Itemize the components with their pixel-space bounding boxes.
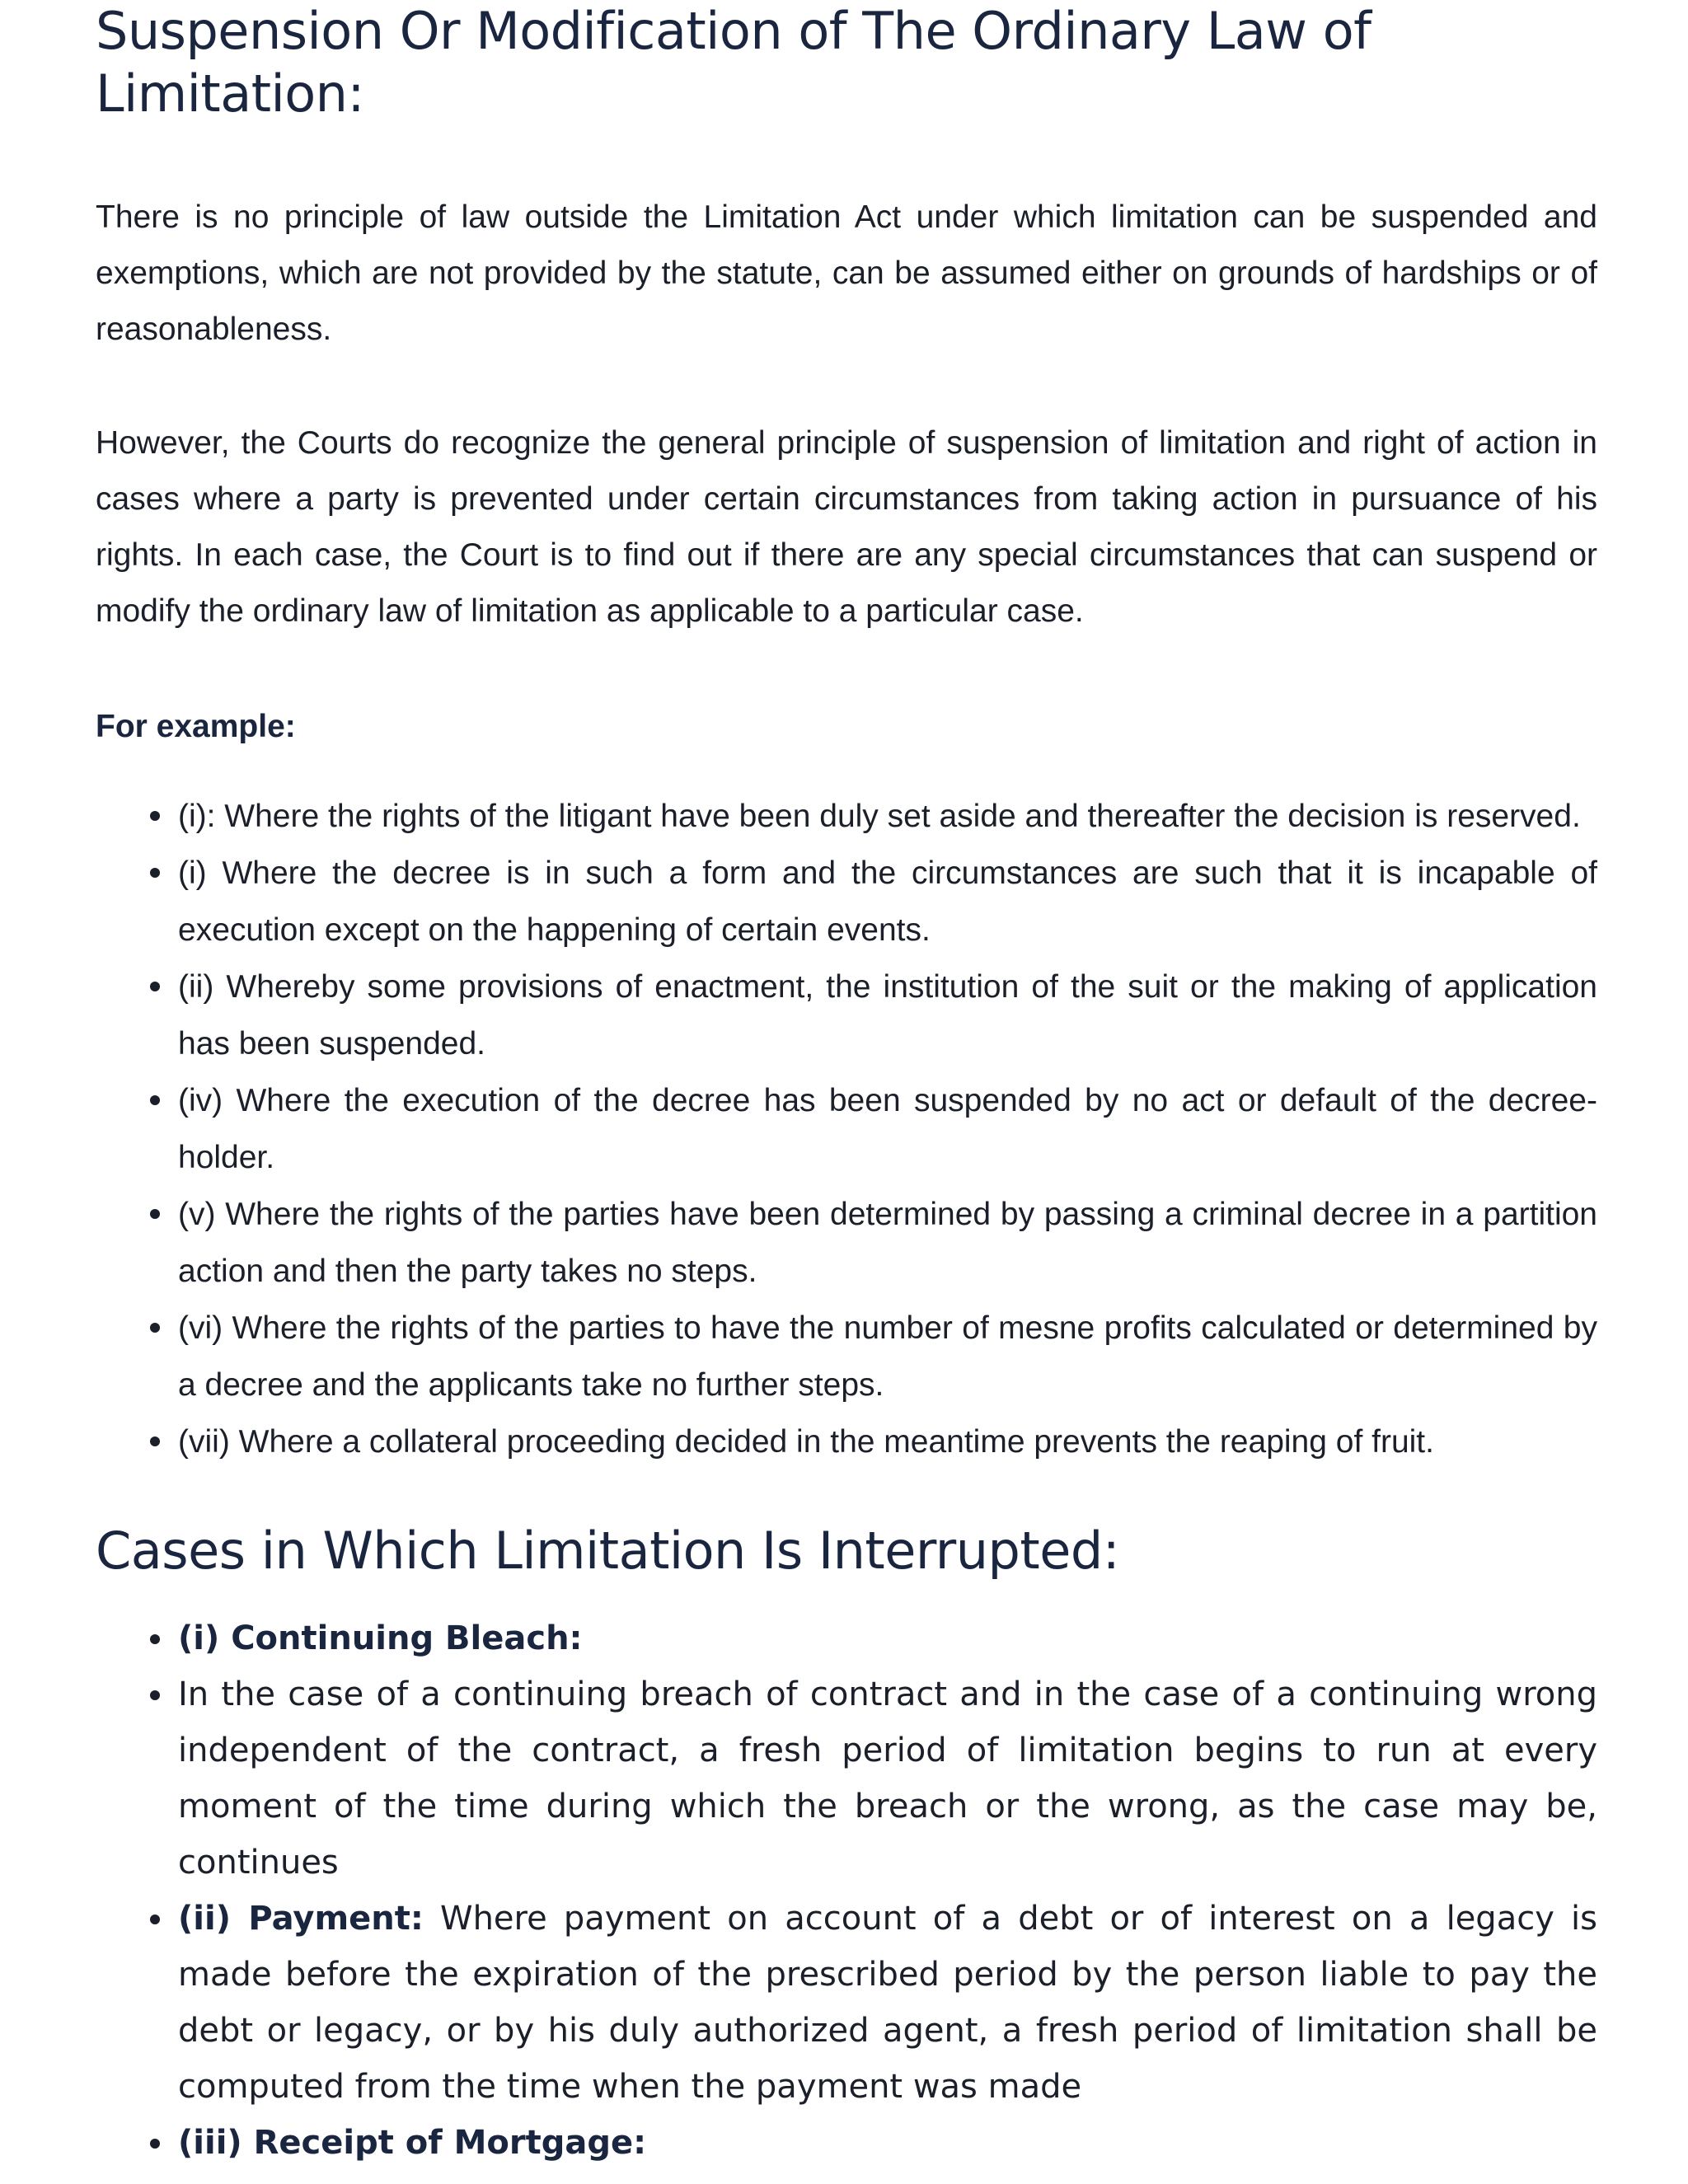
example-item: (iv) Where the execution of the decree has been suspended by no act or default of the decree-holder. xyxy=(96,1072,1597,1186)
example-item: (v) Where the rights of the parties have been determined by passing a criminal decree in a partition action and then the party takes no steps. xyxy=(96,1186,1597,1300)
article-content xyxy=(96,0,1597,2171)
interruption-text: In the case of a continuing breach of contract and in the case of a continuing wrong independent of the contract, a fresh period of limitation begins to run at every moment of the time during which the breach or the wrong, as the case may be, continues xyxy=(178,1675,1597,1882)
interruption-term: (iii) Receipt of Mortgage: xyxy=(178,2124,647,2162)
section-heading-suspension: Suspension Or Modification of The Ordinary Law of Limitation: xyxy=(96,1,1372,124)
example-item: (i) Where the decree is in such a form and the circumstances are such that it is incapable of execution except on the happening of certain events. xyxy=(96,845,1597,958)
section-heading-interrupted: Cases in Which Limitation Is Interrupted: xyxy=(96,1521,1120,1581)
interruption-item xyxy=(96,1666,1597,1891)
example-item: (vii) Where a collateral proceeding decided in the meantime prevents the reaping of fruit. xyxy=(96,1413,1597,1470)
for-example-label: For example: xyxy=(96,709,296,744)
interruption-term: (i) Continuing Bleach: xyxy=(178,1619,583,1657)
example-item: (i): Where the rights of the litigant have been duly set aside and thereafter the decision is reserved. xyxy=(96,788,1597,845)
interruption-list xyxy=(96,1610,1597,2171)
example-list xyxy=(96,788,1597,1470)
interruption-term: (ii) Payment: xyxy=(178,1900,424,1938)
example-item: (ii) Whereby some provisions of enactment, the institution of the suit or the making of application has been suspended. xyxy=(96,958,1597,1072)
paragraph-courts-recognize: However, the Courts do recognize the general principle of suspension of limitation and right of action in cases where a party is prevented under certain circumstances from taking action in pursuance of his rights. In each case, the Court is to find out if there are any special circumstances that can suspend or modify the ordinary law of limitation as applicable to a particular case. xyxy=(96,425,1597,629)
example-item: (vi) Where the rights of the parties to have the number of mesne profits calculated or determined by a decree and the applicants take no further steps. xyxy=(96,1300,1597,1413)
interruption-item xyxy=(96,1610,1597,1666)
interruption-text: Where payment on account of a debt or of interest on a legacy is made before the expiration of the prescribed period by the person liable to pay the debt or legacy, or by his duly authorized agent, a fresh period of limitation shall be computed from the time when the payment was made xyxy=(178,1900,1597,2106)
paragraph-no-principle: There is no principle of law outside the Limitation Act under which limitation can be suspended and exemptions, which are not provided by the statute, can be assumed either on grounds of hardships or of reasonableness. xyxy=(96,199,1597,347)
interruption-item xyxy=(96,1891,1597,2115)
interruption-item xyxy=(96,2115,1597,2171)
